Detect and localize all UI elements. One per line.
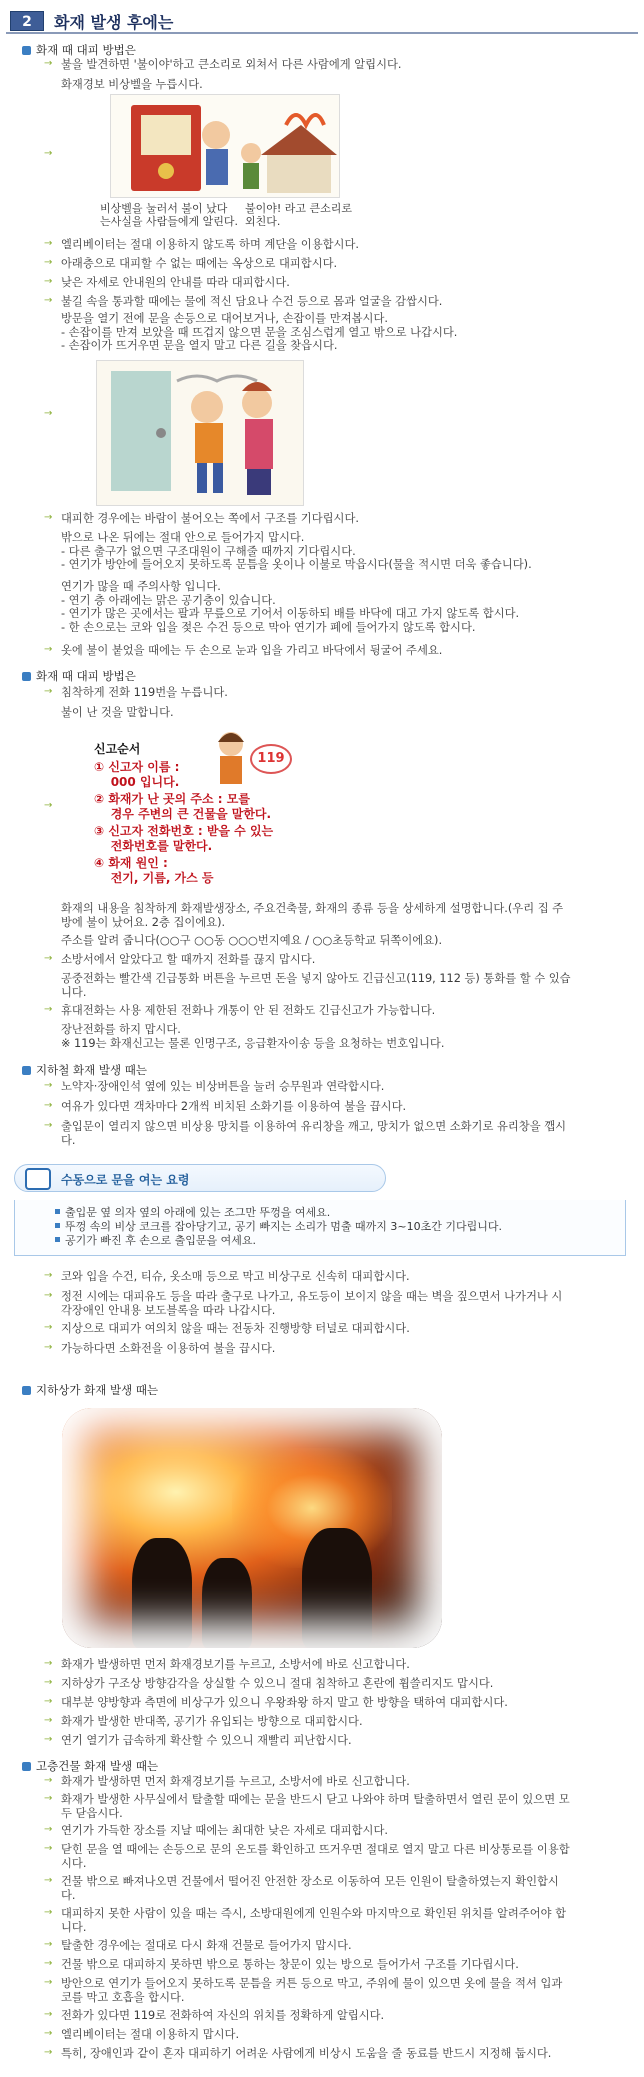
list-item: 여유가 있다면 객차마다 2개씩 비치된 소화기를 이용하여 불을 끕시다. (61, 1100, 407, 1113)
arrow-bullet-icon (44, 1004, 54, 1016)
tip-header (14, 1164, 386, 1192)
list-item: 방문을 열기 전에 문을 손등으로 대어보거나, 손잡이를 만져봅시다. - 손잡이를 만져 보았을 때 뜨겁지 않으면 문을 조심스럽게 열고 밖으로 나갑시다. - 손잡이가 뜨거우면 문을 열지 말고 다른 길을 찾읍시다. (61, 312, 458, 352)
list-item: 전화가 있다면 119로 전화하여 자신의 위치를 정확하게 알립시다. (61, 2009, 385, 2022)
list-item: 지하상가 구조상 방향감각을 상실할 수 있으니 절대 침착하고 혼란에 휩쓸리지도 맙시다. (61, 1677, 494, 1690)
list-item: 건물 밖으로 대피하지 못하면 밖으로 통하는 창문이 있는 방으로 들어가서 구조를 기다립시다. (61, 1958, 519, 1971)
list-item: 연기가 많을 때 주의사항 입니다. - 연기 층 아래에는 맑은 공기층이 있습니다. - 연기가 많은 곳에서는 팔과 무릎으로 기어서 이동하되 배를 바닥에 대고 가지 않도록 합시다. - 한 손으로는 코와 입을 젖은 수건 등으로 막아 연기가 폐에 들어가지 않도록 합시다. (61, 580, 520, 634)
list-item: 연기가 가득한 장소를 지날 때에는 최대한 낮은 자세로 대피합시다. (61, 1824, 388, 1837)
section-heading-report: 화재 때 대피 방법은 (22, 668, 136, 684)
arrow-bullet-icon (44, 2047, 54, 2059)
arrow-bullet-icon (44, 238, 54, 250)
arrow-bullet-icon (44, 1677, 54, 1689)
arrow-bullet-icon (44, 1322, 54, 1334)
list-item: 연기 열기가 급속하게 확산할 수 있으니 재빨리 피난합시다. (61, 1734, 352, 1747)
arrow-bullet-icon (44, 1793, 54, 1805)
arrow-bullet-icon (44, 2028, 54, 2040)
list-item: 노약자·장애인석 옆에 있는 비상버튼을 눌러 승무원과 연락합시다. (61, 1080, 385, 1093)
square-bullet-icon (22, 1386, 31, 1395)
report-procedure-title: 신고순서 (94, 742, 141, 756)
arrow-bullet-icon (44, 512, 54, 524)
list-item: 낮은 자세로 안내원의 안내를 따라 대피합시다. (61, 276, 290, 289)
list-item: 화재가 발생한 반대쪽, 공기가 유입되는 방향으로 대피합시다. (61, 1715, 363, 1728)
girl-phone-icon (210, 728, 252, 788)
arrow-bullet-icon (44, 1977, 54, 1989)
phone-number-bubble: 119 (250, 744, 292, 774)
arrow-bullet-icon (44, 1875, 54, 1887)
photo-vignette (62, 1408, 442, 1648)
arrow-bullet-icon (44, 276, 54, 288)
list-item: 정전 시에는 대피유도 등을 따라 출구로 나가고, 유도등이 보이지 않을 때는 벽을 짚으면서 나가거나 시 각장애인 안내용 보도블록을 따라 나갑시다. (61, 1290, 563, 1317)
arrow-bullet-icon (44, 644, 54, 656)
firefighters-photo (62, 1408, 442, 1648)
list-item: 화재경보 비상벨을 누릅시다. (61, 78, 203, 91)
list-item: 화재가 발생한 사무실에서 탈출할 때에는 문을 반드시 닫고 나와야 하며 탈출하면서 열린 문이 있으면 모 두 닫읍시다. (61, 1793, 570, 1820)
list-item: 화재가 발생하면 먼저 화재경보기를 누르고, 소방서에 바로 신고합니다. (61, 1775, 410, 1788)
tip-line: 출입문 옆 의자 옆의 아래에 있는 조그만 뚜껑을 여세요. (55, 1206, 330, 1219)
report-step-3: ③ 신고자 전화번호 : 받을 수 있는 전화번호를 말한다. (94, 824, 274, 853)
dot-bullet-icon (55, 1223, 60, 1228)
arrow-bullet-icon (44, 1120, 54, 1132)
list-item: 아래층으로 대피할 수 없는 때에는 옥상으로 대피합시다. (61, 257, 338, 270)
list-item: 대피하지 못한 사람이 있을 때는 즉시, 소방대원에게 인원수와 마지막으로 확인된 위치를 알려주어야 합 니다. (61, 1907, 567, 1934)
arrow-bullet-icon (44, 1824, 54, 1836)
list-item: 대피한 경우에는 바람이 불어오는 쪽에서 구조를 기다립시다. (61, 512, 359, 525)
arrow-bullet-icon (44, 1342, 54, 1354)
list-item: 특히, 장애인과 같이 혼자 대피하기 어려운 사람에게 비상시 도움을 줄 동료를 반드시 지정해 둡시다. (61, 2047, 552, 2060)
door-handle-illustration (96, 360, 304, 506)
list-item: 불을 발견하면 '불이야'하고 큰소리로 외쳐서 다른 사람에게 알립시다. (61, 58, 402, 71)
list-item: 침착하게 전화 119번을 누릅니다. (61, 686, 228, 699)
section-heading-subway: 지하철 화재 발생 때는 (22, 1062, 147, 1078)
alarm-scene-icon (111, 95, 339, 197)
arrow-bullet-icon (44, 1100, 54, 1112)
list-item: 가능하다면 소화전을 이용하여 불을 끕시다. (61, 1342, 276, 1355)
arrow-bullet-icon (44, 2009, 54, 2021)
report-step-2: ② 화재가 난 곳의 주소 : 모를 경우 주변의 큰 건물을 말한다. (94, 792, 272, 821)
tip-title: 수동으로 문을 여는 요령 (61, 1173, 190, 1187)
list-item: 엘리베이터는 절대 이용하지 맙시다. (61, 2028, 240, 2041)
dot-bullet-icon (55, 1209, 60, 1214)
list-item: 화재가 발생하면 먼저 화재경보기를 누르고, 소방서에 바로 신고합니다. (61, 1658, 410, 1671)
list-item: 장난전화를 하지 맙시다. ※ 119는 화재신고는 물론 인명구조, 응급환자이송 등을 요청하는 번호입니다. (61, 1023, 445, 1050)
list-item: 탈출한 경우에는 절대로 다시 화재 건물로 들어가지 맙시다. (61, 1939, 352, 1952)
dot-bullet-icon (55, 1237, 60, 1242)
arrow-bullet-icon (44, 1658, 54, 1670)
alarm-bell-illustration (110, 94, 340, 198)
arrow-bullet-icon (44, 953, 54, 965)
page-title-bar (6, 8, 638, 34)
arrow-bullet-icon (44, 1080, 54, 1092)
page-title: 화재 발생 후에는 (54, 13, 174, 32)
arrow-bullet-icon (44, 686, 54, 698)
arrow-bullet-icon (44, 1939, 54, 1951)
list-item: 휴대전화는 사용 제한된 전화나 개통이 안 된 전화도 긴급신고가 가능합니다. (61, 1004, 436, 1017)
arrow-bullet-icon (44, 257, 54, 269)
list-item: 옷에 불이 붙었을 때에는 두 손으로 눈과 입을 가리고 바닥에서 뒹굴어 주세요. (61, 644, 443, 657)
arrow-bullet-icon (44, 148, 54, 160)
tip-box (14, 1200, 626, 1256)
list-item: 주소를 알려 줍니다(○○구 ○○동 ○○○번지예요 / ○○초등학교 뒤쪽이에요). (61, 934, 443, 947)
illustration-caption-left: 비상벨을 눌러서 불이 났다 는사실을 사람들에게 알린다. (100, 202, 239, 228)
tip-note-icon (25, 1168, 51, 1190)
list-item: 지상으로 대피가 여의치 않을 때는 전동차 진행방향 터널로 대피합시다. (61, 1322, 410, 1335)
square-bullet-icon (22, 672, 31, 681)
square-bullet-icon (22, 1066, 31, 1075)
arrow-bullet-icon (44, 408, 54, 420)
arrow-bullet-icon (44, 1696, 54, 1708)
arrow-bullet-icon (44, 58, 54, 70)
square-bullet-icon (22, 1762, 31, 1771)
list-item: 불이 난 것을 말합니다. (61, 706, 174, 719)
arrow-bullet-icon (44, 1715, 54, 1727)
list-item: 소방서에서 알았다고 할 때까지 전화를 끊지 맙시다. (61, 953, 316, 966)
arrow-bullet-icon (44, 295, 54, 307)
door-check-scene-icon (97, 361, 303, 505)
tip-line: 공기가 빠진 후 손으로 출입문을 여세요. (55, 1234, 256, 1247)
list-item: 공중전화는 빨간색 긴급통화 버튼을 누르면 돈을 넣지 않아도 긴급신고(119, 112 등) 통화를 할 수 있습 니다. (61, 972, 571, 999)
list-item: 엘리베이터는 절대 이용하지 않도록 하며 계단을 이용합시다. (61, 238, 359, 251)
list-item: 코와 입을 수건, 티슈, 옷소매 등으로 막고 비상구로 신속히 대피합시다. (61, 1270, 410, 1283)
section-heading-highrise: 고층건물 화재 발생 때는 (22, 1758, 158, 1774)
list-item: 불길 속을 통과할 때에는 물에 적신 담요나 수건 등으로 몸과 얼굴을 감쌉시다. (61, 295, 443, 308)
list-item: 출입문이 열리지 않으면 비상용 망치를 이용하여 유리창을 깨고, 망치가 없으면 소화기로 유리창을 깹시 다. (61, 1120, 567, 1147)
arrow-bullet-icon (44, 1843, 54, 1855)
section-number-badge: 2 (10, 11, 44, 31)
arrow-bullet-icon (44, 1907, 54, 1919)
arrow-bullet-icon (44, 1958, 54, 1970)
arrow-bullet-icon (44, 800, 54, 812)
arrow-bullet-icon (44, 1290, 54, 1302)
list-item: 밖으로 나온 뒤에는 절대 안으로 들어가지 맙시다. - 다른 출구가 없으면 구조대원이 구해줄 때까지 기다립시다. - 연기가 방안에 들어오지 못하도록 문틈을 옷이나 이불로 막읍시다(물을 적시면 더욱 좋습니다). (61, 531, 532, 571)
list-item: 대부분 양방향과 측면에 비상구가 있으니 우왕좌왕 하지 말고 한 방향을 택하여 대피합시다. (61, 1696, 508, 1709)
illustration-caption-right: 불이야! 라고 큰소리로 외친다. (245, 202, 353, 228)
list-item: 건물 밖으로 빠져나오면 건물에서 떨어진 안전한 장소로 이동하여 모든 인원이 탈출하였는지 확인합시 다. (61, 1875, 559, 1902)
square-bullet-icon (22, 46, 31, 55)
list-item: 방안으로 연기가 들어오지 못하도록 문틈을 커튼 등으로 막고, 주위에 물이 있으면 옷에 물을 적셔 입과 코를 막고 호흡을 합시다. (61, 1977, 563, 2004)
arrow-bullet-icon (44, 1734, 54, 1746)
tip-line: 뚜껑 속의 비상 코크를 잡아당기고, 공기 빠지는 소리가 멈출 때까지 3~10초간 기다립니다. (55, 1220, 502, 1233)
report-step-4: ④ 화재 원인 : 전기, 기름, 가스 등 (94, 856, 214, 885)
list-item: 닫힌 문을 열 때에는 손등으로 문의 온도를 확인하고 뜨거우면 절대로 열지 말고 다른 비상통로를 이용합 시다. (61, 1843, 570, 1870)
list-item: 화재의 내용을 침착하게 화재발생장소, 주요건축물, 화재의 종류 등을 상세하게 설명합니다.(우리 집 주 방에 불이 났어요. 2층 집이에요). (61, 902, 564, 929)
arrow-bullet-icon (44, 1775, 54, 1787)
report-step-1: ① 신고자 이름 : 000 입니다. (94, 760, 180, 789)
section-heading-underground-mall: 지하상가 화재 발생 때는 (22, 1382, 158, 1398)
section-heading-escape: 화재 때 대피 방법은 (22, 42, 136, 58)
arrow-bullet-icon (44, 1270, 54, 1282)
